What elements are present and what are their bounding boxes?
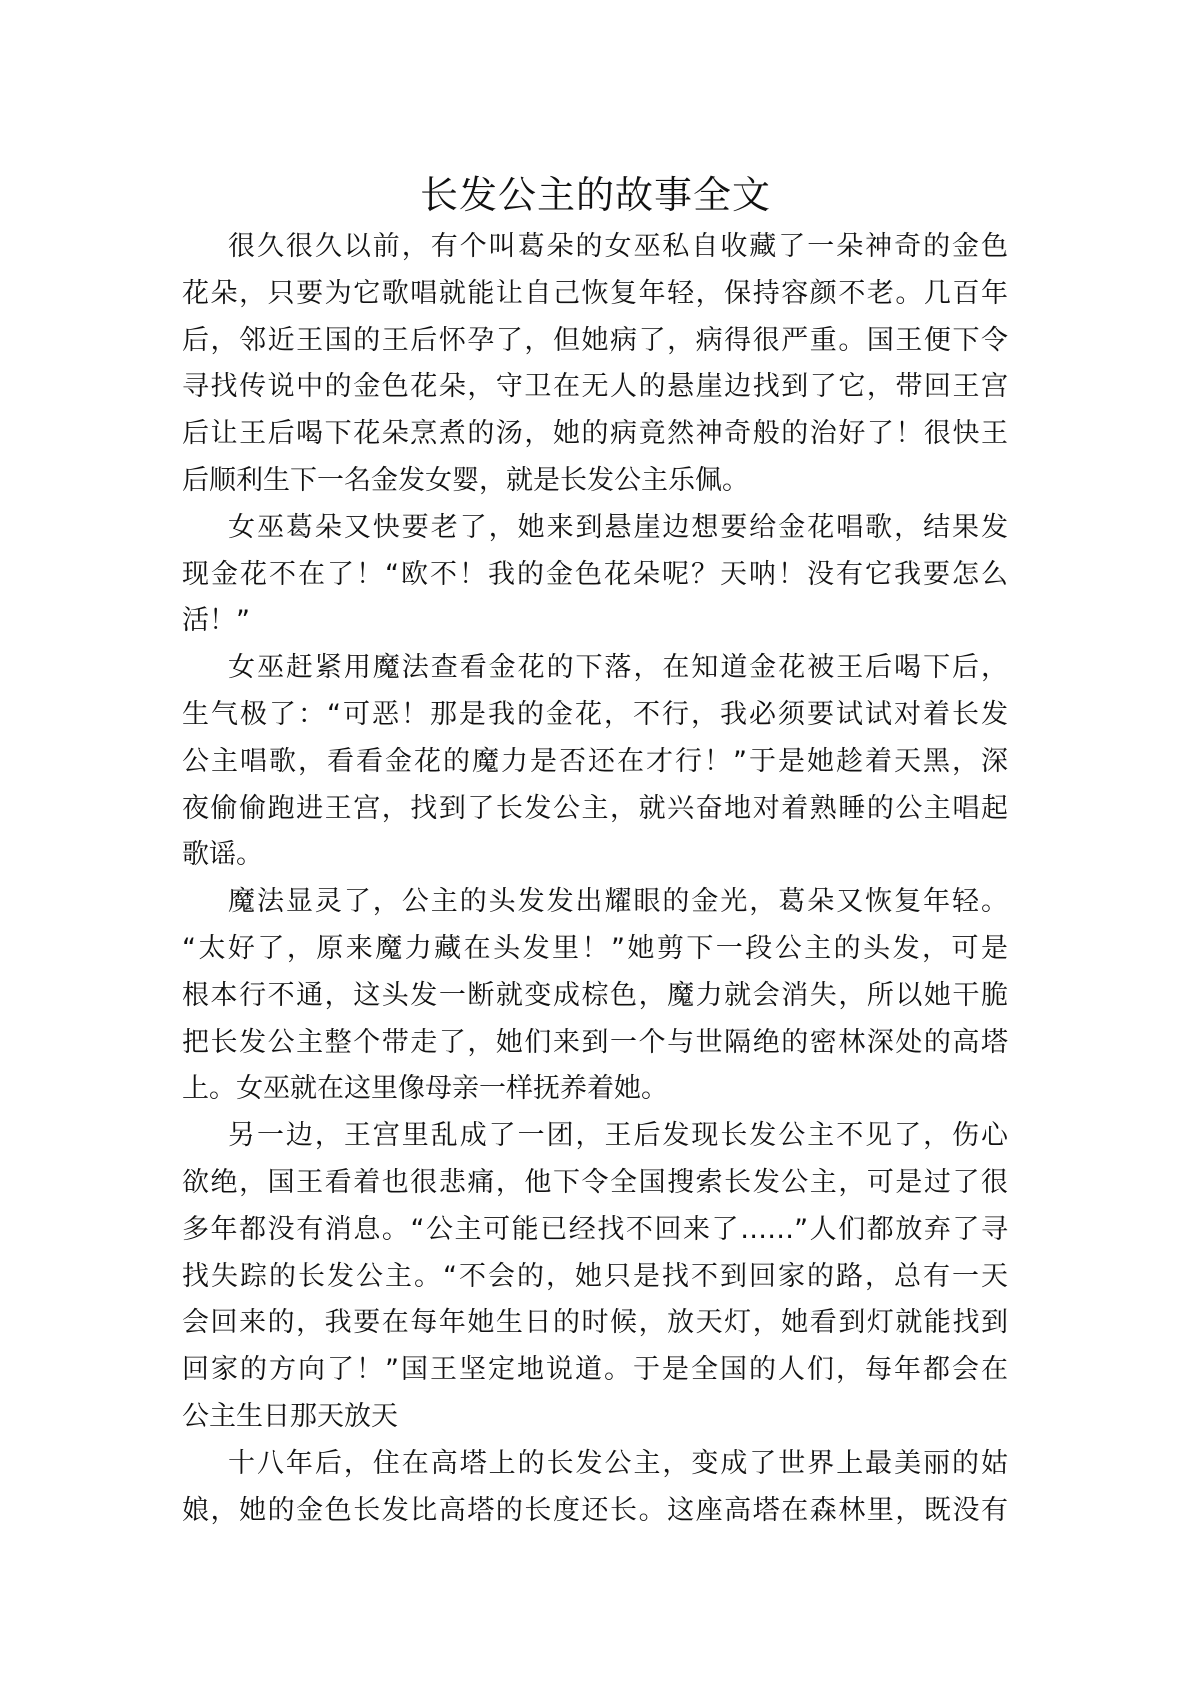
text-line: 把长发公主整个带走了，她们来到一个与世隔绝的密林深处的高塔: [182, 1026, 1008, 1058]
text-line: 后，邻近王国的王后怀孕了，但她病了，病得很严重。国王便下令: [182, 324, 1008, 356]
text-line: 魔法显灵了，公主的头发发出耀眼的金光，葛朵又恢复年轻。: [228, 886, 1008, 918]
text-line: 找失踪的长发公主。“不会的，她只是找不到回家的路，总有一天: [182, 1260, 1008, 1292]
text-line: 后顺利生下一名金发女婴，就是长发公主乐佩。: [182, 464, 749, 496]
text-line: 女巫赶紧用魔法查看金花的下落，在知道金花被王后喝下后，: [228, 652, 1008, 684]
text-line: 现金花不在了！“欧不！我的金色花朵呢？天呐！没有它我要怎么: [182, 558, 1008, 590]
document-title: 长发公主的故事全文: [419, 173, 771, 217]
text-line: 上。女巫就在这里像母亲一样抚养着她。: [182, 1073, 668, 1105]
text-line: 歌谣。: [182, 839, 263, 871]
paragraph-6: [182, 1441, 1008, 1535]
text-line: 回家的方向了！”国王坚定地说道。于是全国的人们，每年都会在: [182, 1354, 1008, 1386]
text-line: 公主生日那天放天: [182, 1400, 398, 1432]
text-line: 公主唱歌，看看金花的魔力是否还在才行！”于是她趁着天黑，深: [182, 745, 1008, 777]
text-line: 活！”: [182, 605, 250, 637]
text-line: 另一边，王宫里乱成了一团，王后发现长发公主不见了，伤心: [228, 1120, 1008, 1152]
text-line: 很久很久以前，有个叫葛朵的女巫私自收藏了一朵神奇的金色: [228, 231, 1008, 262]
text-line: 根本行不通，这头发一断就变成棕色，魔力就会消失，所以她干脆: [182, 979, 1008, 1011]
text-line: 多年都没有消息。“公主可能已经找不回来了……”人们都放弃了寻: [182, 1213, 1008, 1245]
text-line: “太好了，原来魔力藏在头发里！”她剪下一段公主的头发，可是: [182, 932, 1008, 964]
text-line: 欲绝，国王看着也很悲痛，他下令全国搜索长发公主，可是过了很: [182, 1166, 1008, 1198]
paragraph-5: [182, 1113, 1008, 1441]
text-line: 后让王后喝下花朵烹煮的汤，她的病竟然神奇般的治好了！很快王: [182, 418, 1008, 450]
paragraph-4: [182, 879, 1008, 1113]
paragraph-3: [182, 645, 1008, 879]
paragraph-1: [182, 224, 1008, 505]
text-line: 生气极了：“可恶！那是我的金花，不行，我必须要试试对着长发: [182, 698, 1008, 730]
text-line: 夜偷偷跑进王宫，找到了长发公主，就兴奋地对着熟睡的公主唱起: [182, 792, 1008, 824]
text-line: 十八年后，住在高塔上的长发公主，变成了世界上最美丽的姑: [228, 1447, 1008, 1479]
text-line: 花朵，只要为它歌唱就能让自己恢复年轻，保持容颜不老。几百年: [182, 277, 1008, 309]
text-line: 会回来的，我要在每年她生日的时候，放天灯，她看到灯就能找到: [182, 1307, 1008, 1339]
text-line: 女巫葛朵又快要老了，她来到悬崖边想要给金花唱歌，结果发: [228, 511, 1008, 543]
document-body: [182, 224, 1008, 1534]
text-line: 寻找传说中的金色花朵，守卫在无人的悬崖边找到了它，带回王宫: [182, 371, 1008, 403]
paragraph-2: [182, 505, 1008, 645]
text-line: 娘，她的金色长发比高塔的长度还长。这座高塔在森林里，既没有: [182, 1494, 1008, 1526]
